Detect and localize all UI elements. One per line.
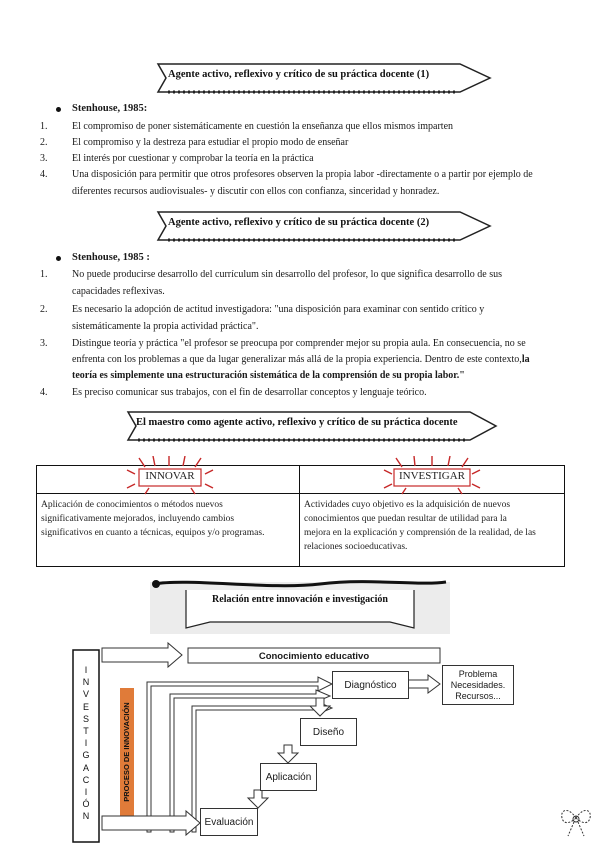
banner-2-title: Agente activo, reflexivo y crítico de su práctica docente (2) — [168, 217, 430, 228]
arrow-down-icon — [278, 745, 298, 763]
banner-1-title: Agente activo, reflexivo y crítico de su práctica docente (1) — [168, 69, 430, 80]
evaluacion-box: Evaluación — [200, 808, 258, 836]
bullet-icon — [56, 256, 61, 261]
arrow-icon — [408, 675, 440, 693]
bullet-icon — [56, 107, 61, 112]
investigar-label: INVESTIGAR — [399, 470, 465, 482]
investigar-description: Actividades cuyo objetivo es la adquisición de nuevos conocimientos que puedan resultar de utilidad para la mejora en la explicación y comprensión de la realidad, de las relaciones socioeducativas. — [304, 500, 536, 552]
innovar-label: INNOVAR — [145, 470, 195, 482]
investigacion-label: I N V E S T I G A C I Ó N — [82, 665, 90, 822]
arrow-down-icon — [248, 790, 268, 808]
section-1-heading: Stenhouse, 1985: — [40, 100, 580, 117]
scroll-shape — [150, 576, 450, 636]
arrow-down-icon — [310, 698, 330, 716]
table-header-line — [37, 493, 564, 494]
banner-4-scroll — [150, 576, 450, 636]
innovar-description: Aplicación de conocimientos o métodos nuevos significativamente mejorados, incluyendo cambios significativos en cuanto a técnicas, equipos y/o programas. — [41, 500, 265, 538]
banner-2 — [150, 206, 495, 246]
banner-1 — [150, 58, 495, 98]
section-2-heading: Stenhouse, 1985 : — [40, 249, 580, 266]
arrow-icon — [102, 643, 182, 667]
banner-3 — [120, 406, 500, 446]
problema-box: Problema Necesidades. Recursos... — [442, 665, 514, 705]
banner-3-title: El maestro como agente activo, reflexivo y crítico de su práctica docente — [136, 417, 458, 428]
investigar-header — [382, 456, 482, 496]
banner-4-title: Relación entre innovación e investigación — [212, 594, 388, 605]
table-divider — [299, 466, 300, 566]
bow-icon — [558, 804, 594, 840]
innovar-header — [125, 456, 215, 496]
diseno-box: Diseño — [300, 718, 357, 746]
conocimiento-label: Conocimiento educativo — [258, 650, 370, 662]
diagnostico-box: Diagnóstico — [332, 671, 409, 699]
proceso-label: PROCESO DE INNOVACIÓN — [122, 702, 131, 802]
aplicacion-box: Aplicación — [260, 763, 317, 791]
